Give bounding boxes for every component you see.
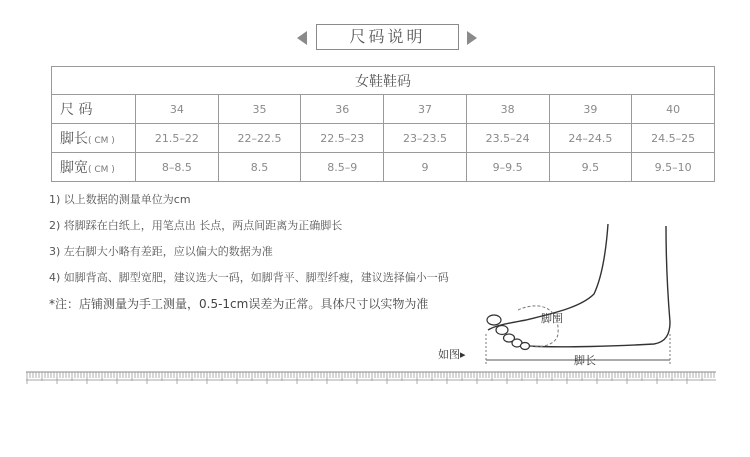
foot-outline-sole (528, 226, 670, 347)
table-header: 女鞋鞋码 (52, 67, 715, 95)
note-item: 2) 将脚踩在白纸上，用笔点出 长点，两点间距离为正确脚长 (49, 219, 343, 232)
table-cell: 21.5–22 (136, 124, 219, 153)
table-cell: 23–23.5 (384, 124, 467, 153)
row-label-width (52, 153, 136, 182)
row-label-size (52, 95, 136, 124)
girth-label: 脚围 (541, 312, 563, 325)
table-header-row (52, 67, 715, 95)
table-cell: 36 (301, 95, 384, 124)
title-row (0, 22, 750, 52)
page-title: 尺码说明 (316, 24, 459, 50)
toe-1 (487, 315, 501, 325)
length-label: 脚长 (574, 354, 596, 367)
arrow-right-icon (467, 31, 477, 45)
row-label-text: 脚长 (60, 131, 88, 147)
table-cell: 39 (549, 95, 632, 124)
table-cell: 23.5–24 (466, 124, 549, 153)
table-cell: 8.5 (218, 153, 301, 182)
table-cell: 38 (466, 95, 549, 124)
row-label-text: 脚宽 (60, 160, 88, 176)
table-cell: 9.5 (549, 153, 632, 182)
table-cell: 22.5–23 (301, 124, 384, 153)
row-label-text: 尺 码 (60, 102, 93, 118)
table-cell: 8.5–9 (301, 153, 384, 182)
table-cell: 9.5–10 (632, 153, 715, 182)
note-item: 3) 左右脚大小略有差距，应以偏大的数据为准 (49, 245, 273, 258)
table-row (52, 95, 715, 124)
size-table (51, 66, 715, 182)
table-row (52, 153, 715, 182)
arrow-left-icon (297, 31, 307, 45)
row-label-unit: ( CM ) (88, 165, 115, 175)
table-cell: 22–22.5 (218, 124, 301, 153)
row-label-length (52, 124, 136, 153)
table-cell: 40 (632, 95, 715, 124)
note-item: 4) 如脚背高、脚型宽肥，建议选大一码，如脚背平、脚型纤瘦，建议选择偏小一码 (49, 271, 449, 284)
foot-diagram (430, 222, 690, 370)
row-label-unit: ( CM ) (88, 136, 115, 146)
table-cell: 24–24.5 (549, 124, 632, 153)
table-cell: 8–8.5 (136, 153, 219, 182)
table-cell: 37 (384, 95, 467, 124)
table-cell: 35 (218, 95, 301, 124)
example-label: 如图▸ (438, 348, 466, 361)
note-item: 1) 以上数据的测量单位为cm (49, 193, 191, 206)
table-cell: 34 (136, 95, 219, 124)
note-disclaimer: *注：店铺测量为手工测量，0.5-1cm误差为正常。具体尺寸以实物为准 (49, 297, 429, 311)
toe-5 (521, 343, 530, 350)
ruler (0, 370, 750, 386)
toe-2 (496, 326, 508, 335)
table-cell: 9 (384, 153, 467, 182)
table-row (52, 124, 715, 153)
table-cell: 24.5–25 (632, 124, 715, 153)
table-cell: 9–9.5 (466, 153, 549, 182)
